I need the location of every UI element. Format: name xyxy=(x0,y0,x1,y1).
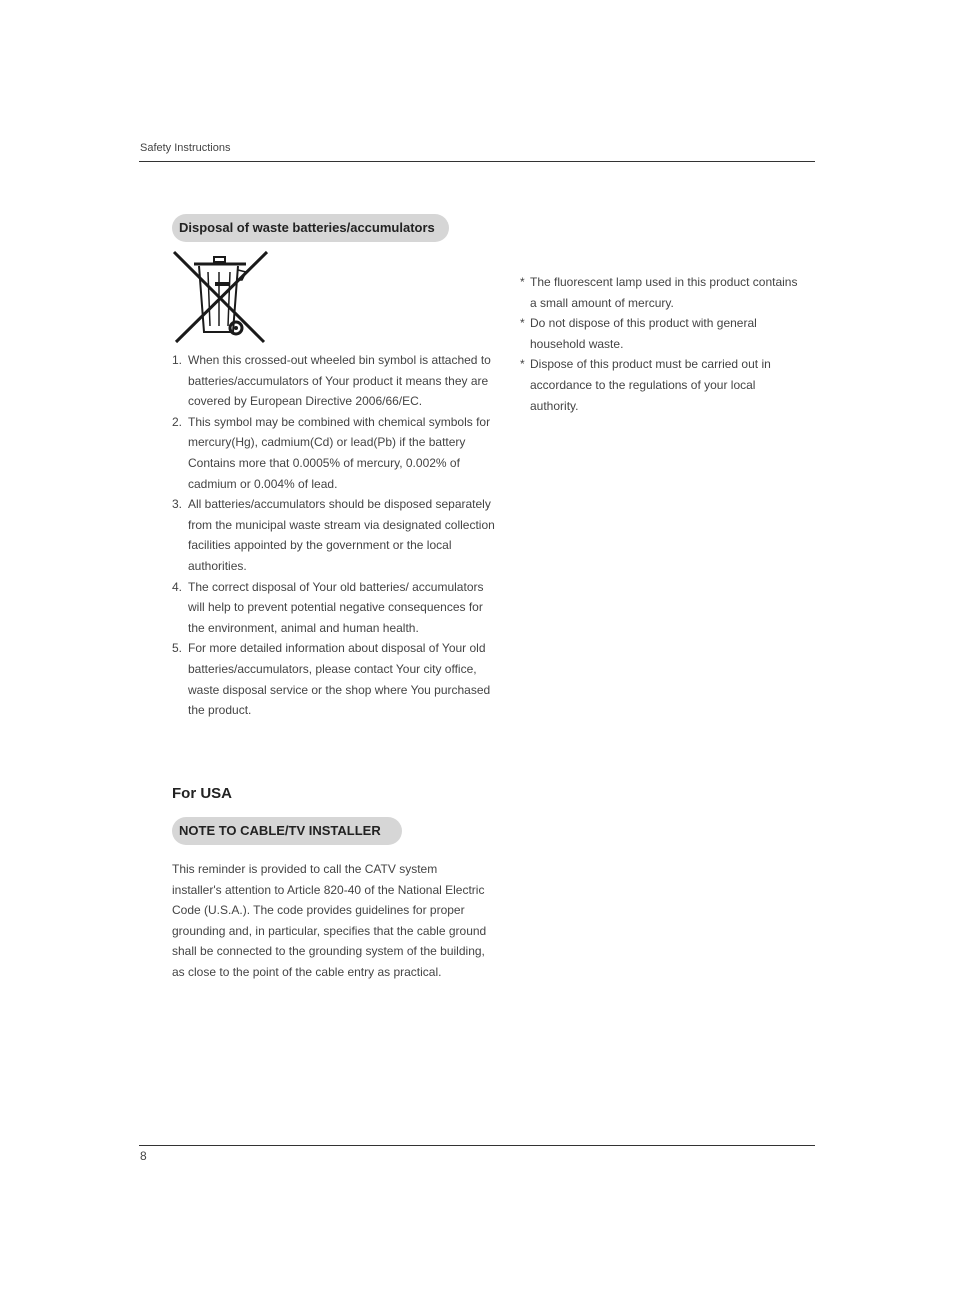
list-item-number: 5. xyxy=(172,641,183,656)
list-item-number: 3. xyxy=(172,497,183,512)
list-item-number: 1. xyxy=(172,353,183,367)
list-item-text: All batteries/accumulators should be disposed separately from the municipal waste stream via designated collection facilities appointed by the government or the local authorities. xyxy=(188,497,495,573)
list-item xyxy=(520,354,800,416)
cable-installer-note-heading: NOTE TO CABLE/TV INSTALLER xyxy=(172,817,402,845)
asterisk-mark: * xyxy=(520,357,525,372)
list-item-number: 4. xyxy=(172,579,183,594)
header-rule xyxy=(139,161,815,162)
list-item-text: For more detailed information about disposal of Your old batteries/accumulators, please contact Your city office, waste disposal service or the shop where You purchased the product. xyxy=(188,641,491,718)
list-item xyxy=(172,638,497,720)
disposal-list xyxy=(172,350,497,721)
footer-rule xyxy=(139,1145,815,1146)
list-item-text: This symbol may be combined with chemical symbols for mercury(Hg), cadmium(Cd) or lead(Pb) if the battery Contains more that 0.0005% of mercury, 0.002% of cadmium or 0.004% of lead. xyxy=(188,414,491,491)
mercury-notes-list xyxy=(520,272,800,416)
for-usa-heading: For USA xyxy=(172,785,232,802)
note-text: The fluorescent lamp used in this product contains a small amount of mercury. xyxy=(530,275,798,310)
disposal-heading: Disposal of waste batteries/accumulators xyxy=(172,214,449,242)
asterisk-mark: * xyxy=(520,275,525,289)
cable-installer-paragraph: This reminder is provided to call the CATV system installer's attention to Article 820-40 of the National Electric Code (U.S.A.). The code provides guidelines for proper grounding and, in particular, specifies that the cable ground shall be connected to the grounding system of the building, as close to the point of the cable entry as practical. xyxy=(172,862,487,979)
list-item-text: The correct disposal of Your old batteries/ accumulators will help to prevent potential negative consequences for the environment, animal and human health. xyxy=(188,579,484,635)
asterisk-mark: * xyxy=(520,316,525,331)
header-section-title: Safety Instructions xyxy=(140,142,231,154)
page-number: 8 xyxy=(140,1149,147,1163)
list-item xyxy=(520,313,800,354)
list-item xyxy=(520,272,800,313)
list-item xyxy=(172,494,497,576)
note-text: Dispose of this product must be carried out in accordance to the regulations of your local authority. xyxy=(530,357,771,413)
crossed-out-wheeled-bin-icon xyxy=(172,250,269,344)
note-text: Do not dispose of this product with general household waste. xyxy=(530,316,757,351)
list-item-number: 2. xyxy=(172,414,183,429)
list-item xyxy=(172,412,497,494)
list-item xyxy=(172,577,497,639)
list-item-text: When this crossed-out wheeled bin symbol is attached to batteries/accumulators of Your product it means they are covered by European Directive 2006/66/EC. xyxy=(188,353,491,409)
list-item xyxy=(172,350,497,412)
